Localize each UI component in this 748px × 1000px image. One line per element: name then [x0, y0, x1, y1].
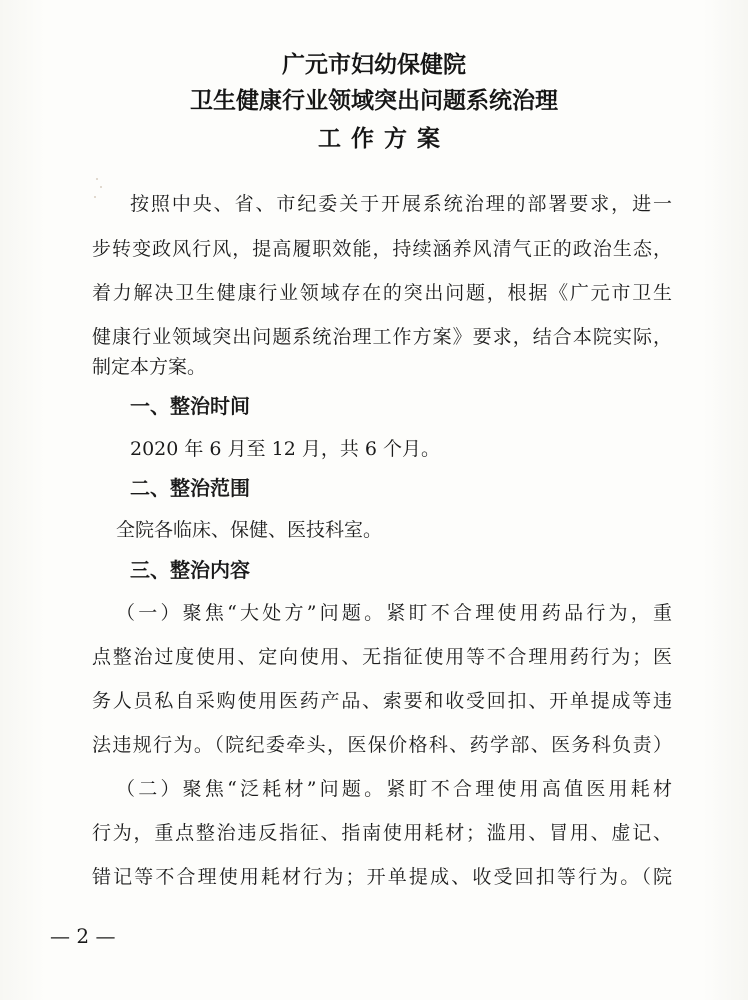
paper-speck [94, 196, 96, 198]
section-heading-time: 一、整治时间 [130, 394, 250, 418]
intro-line: 按照中央、省、市纪委关于开展系统治理的部署要求，进一 [130, 193, 672, 215]
content-item2-line: 行为，重点整治违反指征、指南使用耗材；滥用、冒用、虚记、 [92, 822, 672, 844]
intro-line-last: 制定本方案。 [92, 356, 207, 378]
document-title-subject: 卫生健康行业领域突出问题系统治理 [190, 87, 558, 114]
section-heading-content: 三、整治内容 [130, 558, 250, 582]
page-number: — 2 — [50, 924, 116, 948]
document-title-org: 广元市妇幼保健院 [282, 51, 466, 78]
paper-speck [96, 178, 98, 180]
paper-speck [100, 186, 102, 188]
section-heading-scope: 二、整治范围 [130, 476, 250, 500]
content-item1-line: （一）聚焦“大处方”问题。紧盯不合理使用药品行为，重 [116, 602, 672, 624]
content-item1-line: 务人员私自采购使用医药产品、索要和收受回扣、开单提成等违 [92, 690, 672, 712]
intro-line: 着力解决卫生健康行业领域存在的突出问题，根据《广元市卫生 [92, 282, 672, 304]
intro-line: 健康行业领域突出问题系统治理工作方案》要求，结合本院实际， [92, 326, 672, 348]
intro-line: 步转变政风行风，提高履职效能，持续涵养风清气正的政治生态， [92, 238, 672, 260]
content-item1-line: 法违规行为。（院纪委牵头，医保价格科、药学部、医务科负责） [92, 734, 672, 756]
section-text-time: 2020 年 6 月至 12 月，共 6 个月。 [130, 438, 440, 460]
content-item1-line: 点整治过度使用、定向使用、无指征使用等不合理用药行为；医 [92, 646, 672, 668]
content-item2-line: 错记等不合理使用耗材行为；开单提成、收受回扣等行为。（院 [92, 866, 672, 888]
document-title-type: 工作方案 [318, 125, 450, 152]
section-text-scope: 全院各临床、保健、医技科室。 [116, 519, 383, 541]
content-item2-line: （二）聚焦“泛耗材”问题。紧盯不合理使用高值医用耗材 [116, 778, 672, 800]
